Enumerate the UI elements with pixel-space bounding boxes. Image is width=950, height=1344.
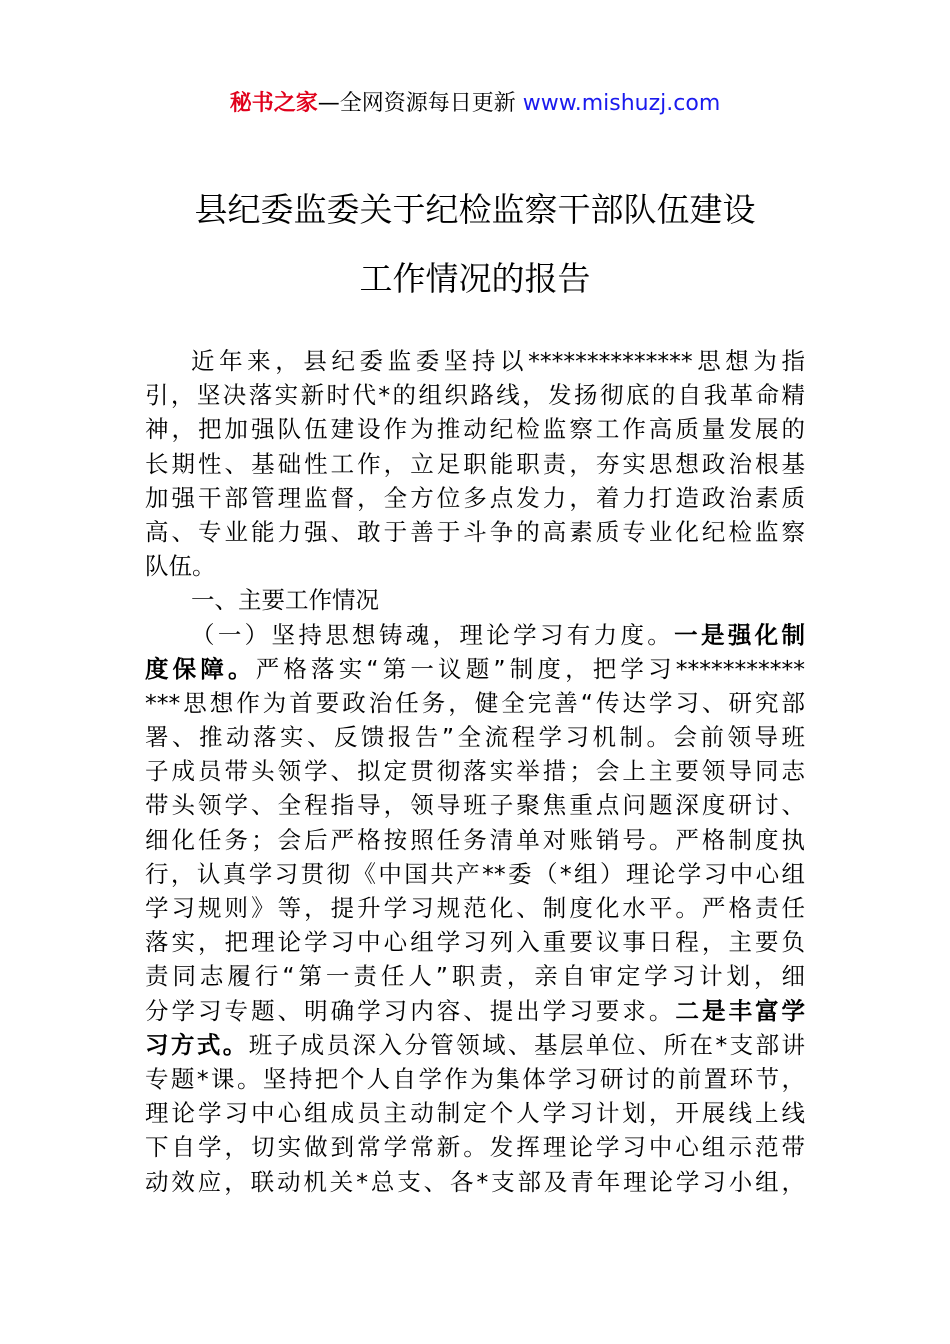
document-title-line-2: 工作情况的报告 (359, 259, 591, 298)
paragraph-line: 理论学习中心组成员主动制定个人学习计划，开展线上线 (145, 1099, 805, 1128)
subheading-text: （一）坚持思想铸魂，理论学习有力度。 (191, 620, 675, 649)
paragraph-line: 队伍。 (145, 552, 216, 581)
paragraph-text: 严格落实“第一议题”制度，把学习*********** (255, 654, 805, 683)
site-url-link[interactable]: www.mishuzj.com (522, 91, 721, 116)
paragraph-line: 长期性、基础性工作，立足职能职责，夯实思想政治根基 (145, 449, 805, 478)
paragraph-line: 动效应，联动机关*总支、各*支部及青年理论学习小组， (145, 1167, 805, 1196)
paragraph-line (145, 618, 805, 652)
paragraph-line: 责同志履行“第一责任人”职责，亲自审定学习计划，细 (145, 962, 805, 991)
paragraph-line: 带头领学、全程指导，领导班子聚焦重点问题深度研讨、 (145, 791, 805, 820)
paragraph-line: 子成员带头领学、拟定贯彻落实举措；会上主要领导同志 (145, 757, 805, 786)
paragraph-line: 加强干部管理监督，全方位多点发力，着力打造政治素质 (145, 483, 805, 512)
site-header (0, 88, 950, 120)
paragraph-line: 落实，把理论学习中心组学习列入重要议事日程，主要负 (145, 928, 805, 957)
paragraph-line: 行，认真学习贯彻《中国共产**委（*组）理论学习中心组 (145, 859, 805, 888)
bold-keyphrase: 度保障。 (145, 654, 256, 683)
paragraph-line: 近年来，县纪委监委坚持以**************思想为指 (191, 347, 805, 375)
document-body (145, 344, 805, 1199)
section-heading: 一、主要工作情况 (191, 586, 379, 615)
paragraph-line: 高、专业能力强、敢于善于斗争的高素质专业化纪检监察 (145, 517, 805, 546)
site-name: 秘书之家 (229, 91, 318, 116)
paragraph-line (145, 652, 805, 686)
paragraph-line: ***思想作为首要政治任务，健全完善“传达学习、研究部 (145, 688, 805, 717)
bold-keyphrase: 二是丰富学 (675, 996, 806, 1025)
paragraph-line (145, 994, 805, 1028)
document-title-line-1: 县纪委监委关于纪检监察干部队伍建设 (194, 190, 756, 229)
bold-keyphrase: 习方式。 (145, 1030, 249, 1059)
paragraph-text: 分学习专题、明确学习内容、提出学习要求。 (145, 996, 676, 1025)
paragraph-line (145, 1028, 805, 1062)
paragraph-line: 学习规则》等，提升学习规范化、制度化水平。严格责任 (145, 894, 805, 922)
paragraph-line: 下自学，切实做到常学常新。发挥理论学习中心组示范带 (145, 1133, 805, 1162)
site-tagline: —全网资源每日更新 (317, 91, 523, 116)
paragraph-line: 引，坚决落实新时代*的组织路线，发扬彻底的自我革命精 (145, 381, 805, 410)
bold-keyphrase: 一是强化制 (674, 620, 806, 649)
paragraph-line: 细化任务；会后严格按照任务清单对账销号。严格制度执 (145, 825, 805, 854)
paragraph-line: 署、推动落实、反馈报告”全流程学习机制。会前领导班 (145, 723, 805, 752)
paragraph-line: 专题*课。坚持把个人自学作为集体学习研讨的前置环节， (145, 1064, 805, 1093)
paragraph-line: 神，把加强队伍建设作为推动纪检监察工作高质量发展的 (145, 415, 805, 444)
paragraph-text: 班子成员深入分管领域、基层单位、所在*支部讲 (248, 1030, 806, 1059)
